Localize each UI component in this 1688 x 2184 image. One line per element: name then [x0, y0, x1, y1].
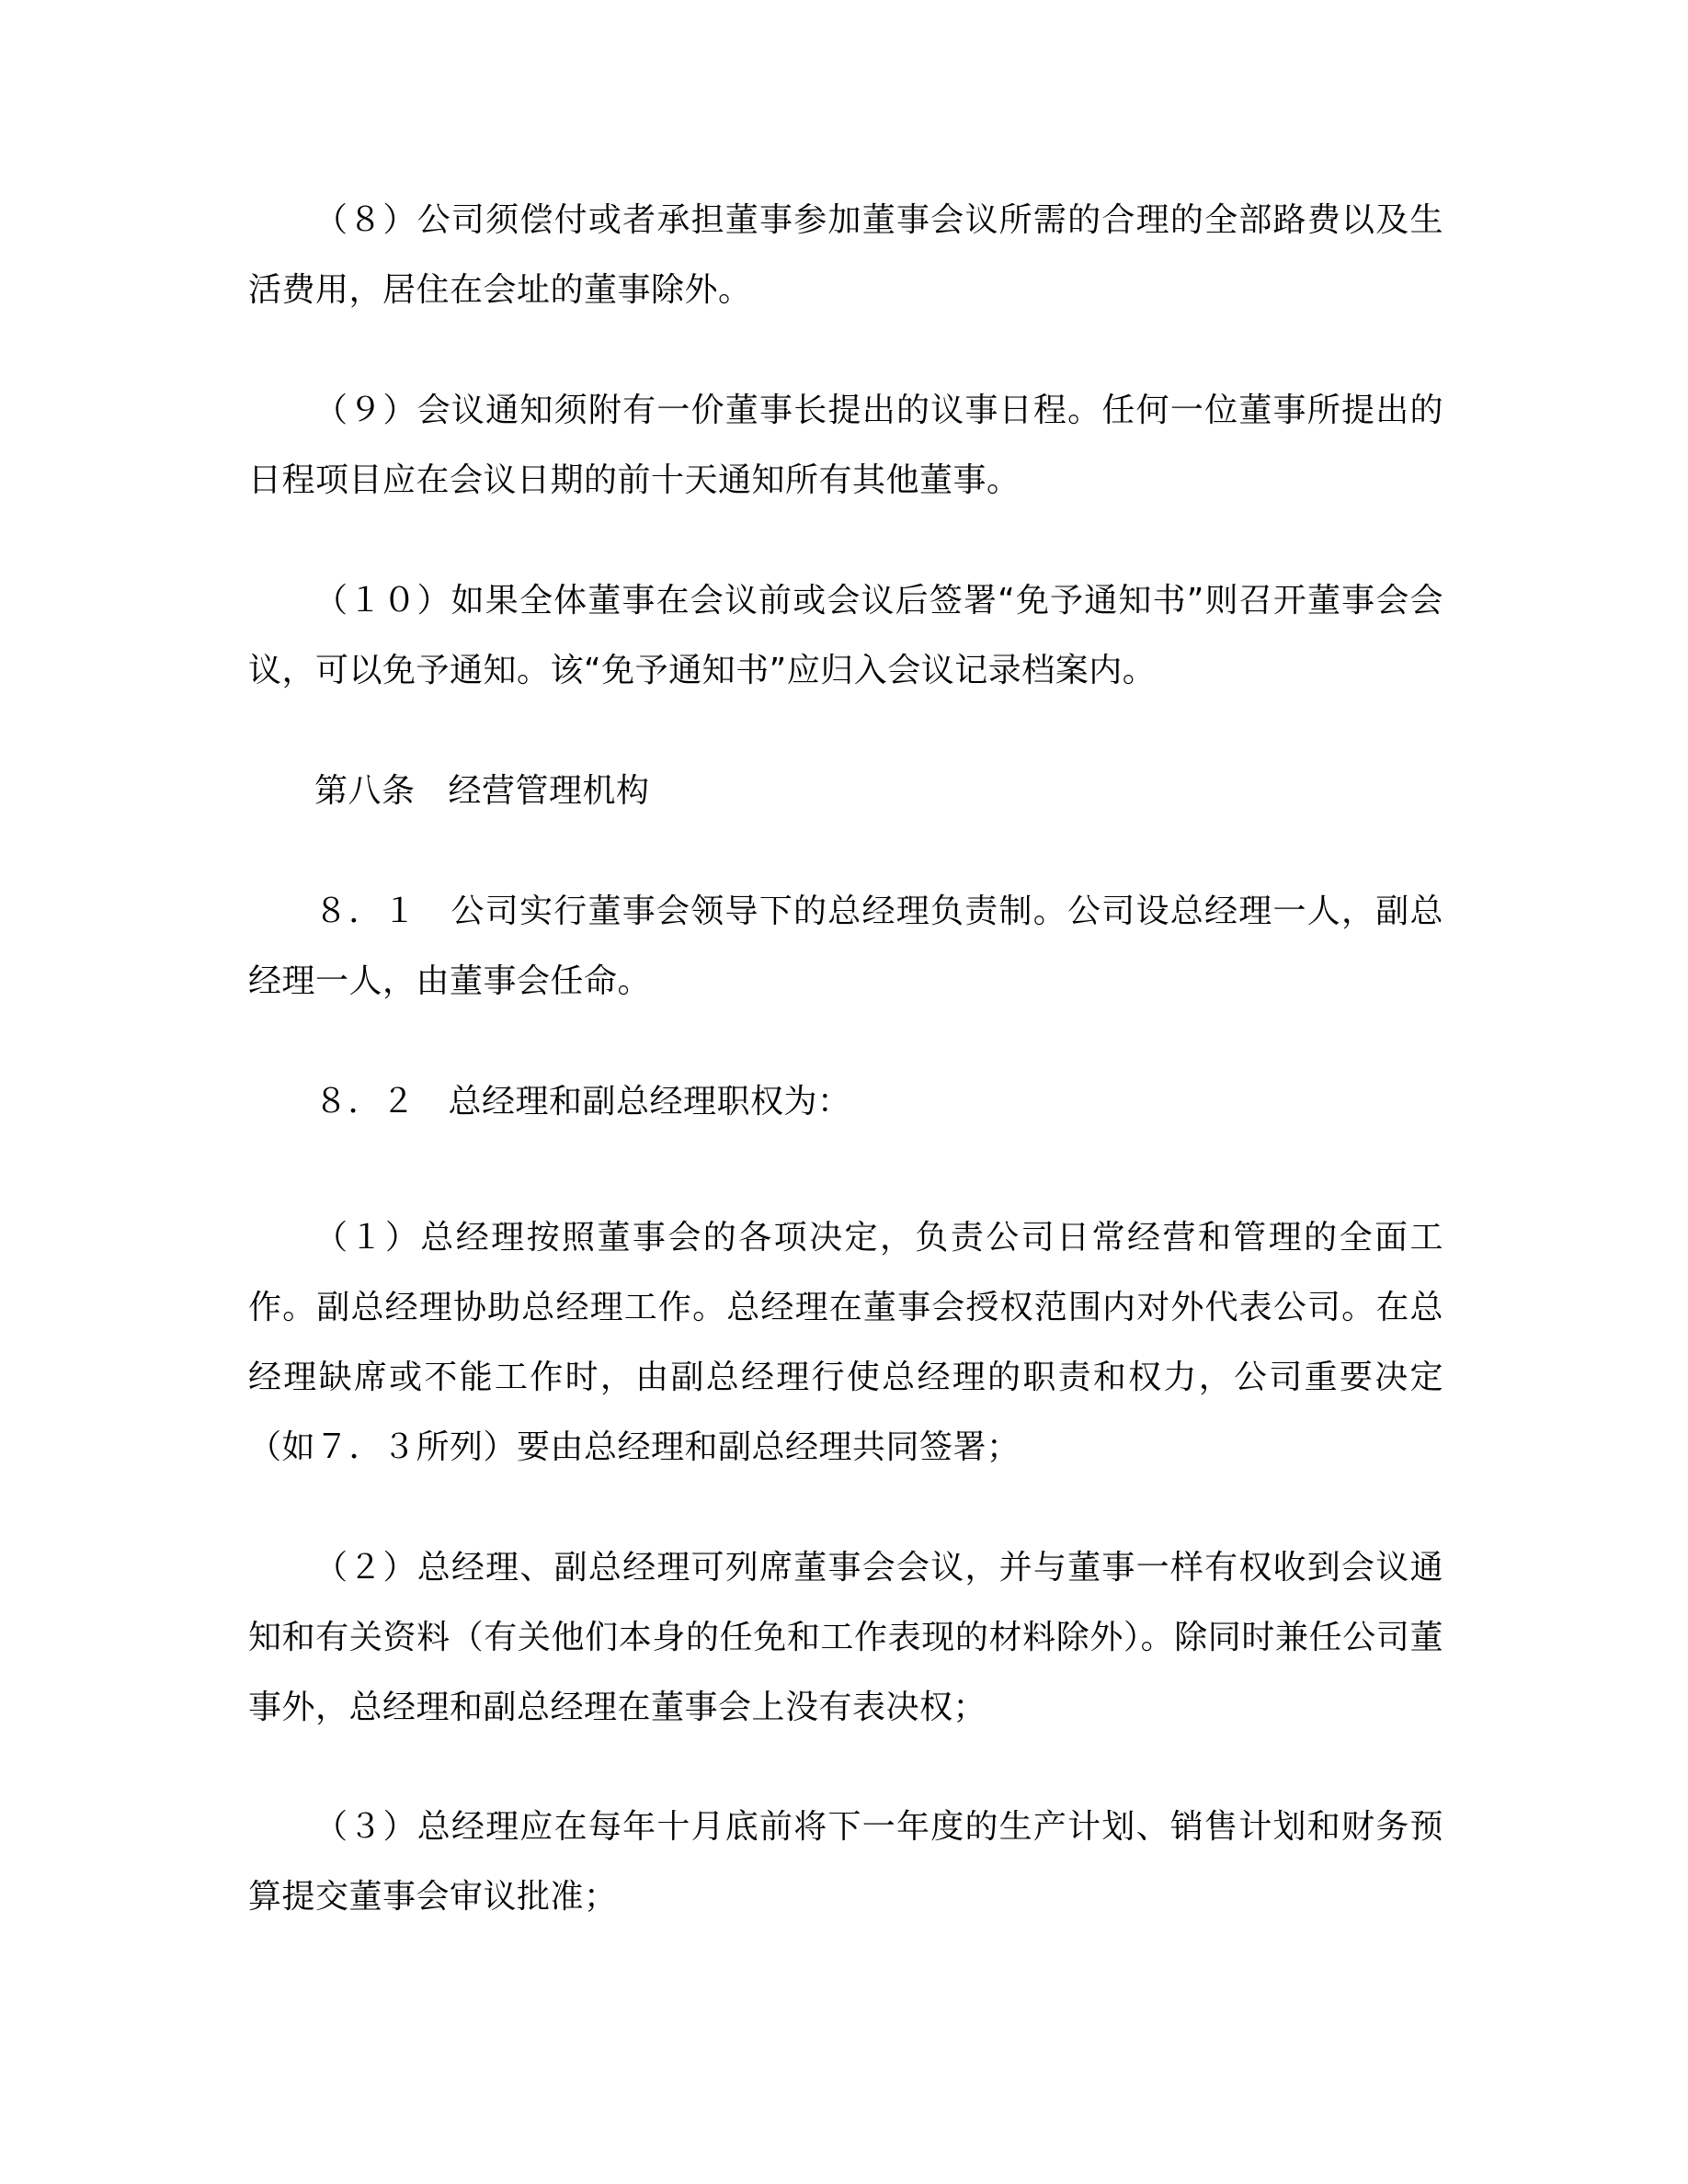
duty-item-3: （３）总经理应在每年十月底前将下一年度的生产计划、销售计划和财务预算提交董事会审议批准； — [248, 1808, 1443, 1916]
duty-item-1: （１）总经理按照董事会的各项决定，负责公司日常经营和管理的全面工作。副总经理协助总经理工作。总经理在董事会授权范围内对外代表公司。在总经理缺席或不能工作时，由副总经理行使总经理的职责和权力，公司重要决定（如７．３所列）要由总经理和副总经理共同签署； — [248, 1219, 1443, 1466]
paragraph-item-8: （８）公司须偿付或者承担董事参加董事会议所需的合理的全部路费以及生活费用，居住在会址的董事除外。 — [248, 201, 1443, 309]
clause-8-2-text: 总经理和副总经理职权为： — [448, 1083, 851, 1120]
clause-8-2 — [248, 1067, 1443, 1137]
clause-8-1-text: 公司实行董事会领导下的总经理负责制。公司设总经理一人，副总经理一人，由董事会任命。 — [248, 893, 1443, 1000]
article-8-heading — [314, 756, 650, 826]
duty-item-2: （２）总经理、副总经理可列席董事会会议，并与董事一样有权收到会议通知和有关资料（有关他们本身的任免和工作表现的材料除外）。除同时兼任公司董事外，总经理和副总经理在董事会上没有表决权； — [248, 1549, 1443, 1726]
clause-8-2-number: ８．２ — [314, 1083, 416, 1120]
article-8-title: 经营管理机构 — [448, 772, 650, 810]
paragraph-item-10: （１０）如果全体董事在会议前或会议后签署“免予通知书”则召开董事会会议，可以免予通知。该“免予通知书”应归入会议记录档案内。 — [248, 582, 1443, 689]
paragraph-item-9: （９）会议通知须附有一价董事长提出的议事日程。任何一位董事所提出的日程项目应在会议日期的前十天通知所有其他董事。 — [248, 392, 1443, 499]
clause-8-1-number: ８．１ — [314, 893, 417, 930]
clause-8-1 — [248, 877, 1443, 1017]
article-8-number: 第八条 — [314, 772, 416, 810]
